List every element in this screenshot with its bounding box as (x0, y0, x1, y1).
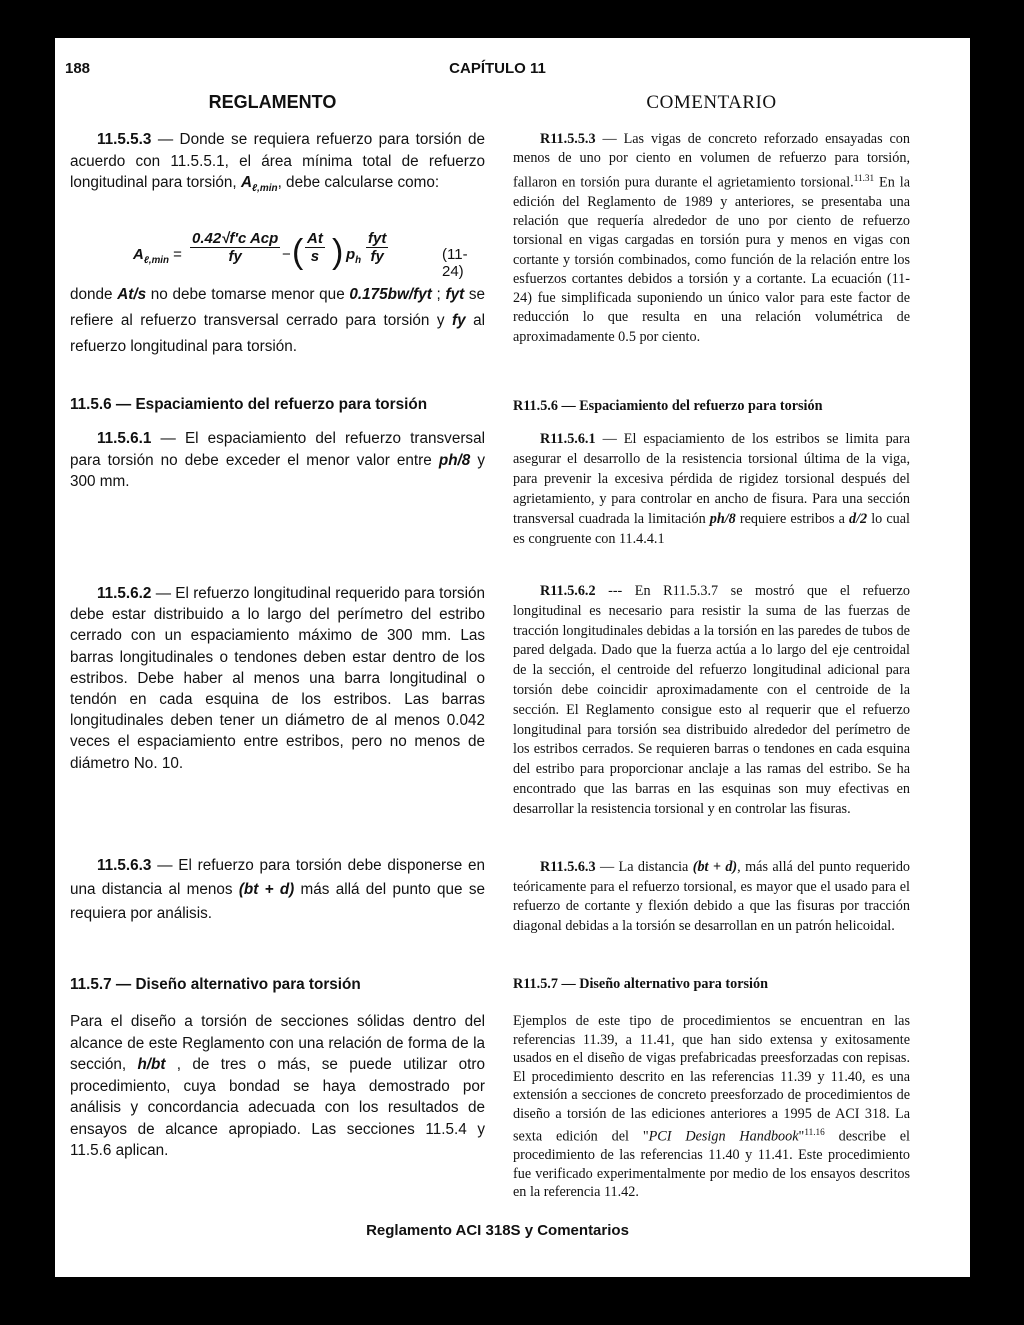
text-run: , de tres o más, se puede utilizar otro procedimiento, cuya bondad se haya demostrado por análisis y concordancia adecuada con los resultados de ensayos de alcance apropiado. Las secciones 11.5.4 y 11.5.6 aplican. (70, 1056, 485, 1159)
text-run: 11.5.5.3 (97, 131, 152, 148)
text-run: y 300 mm. (70, 451, 486, 490)
equation-11-24: $A_{\ell,min}$ = 0.42√f′c Acp fy − ( $\frac{At}{s}$ ) $p_h$ fyt fy (11-24) (70, 228, 485, 288)
section-11-5-5-3 (70, 129, 485, 200)
text-run: (bt + d) (238, 881, 295, 898)
text-run: — Las vigas de concreto reforzado ensayadas con menos de uno por ciento en volumen de refuerzo para torsión, fallaron en torsión pura durante el agrietamiento torsional. (513, 131, 910, 191)
text-run: , debe calcularse como: (277, 174, 440, 191)
page-number: 188 (65, 60, 91, 77)
commentary-r11-5-7 (513, 1012, 910, 1202)
text-run: lo cual es congruente con 11.4.4.1 (513, 511, 910, 547)
commentary-r11-5-6-2 (513, 582, 910, 820)
document-page (55, 38, 970, 1277)
page-footer: Reglamento ACI 318S y Comentarios (366, 1222, 629, 1239)
text-run: 11.5.6.2 (97, 585, 152, 602)
text-run: R11.5.6.2 (540, 583, 596, 599)
text-run: — El espaciamiento de los estribos se limita para asegurar el desarrollo de la resistencia torsional última de la viga, para prevenir la excesiva pérdida de rigidez torsional después del agrietamiento, y para controlar en ancho de fisura. Para una sección transversal cuadrada la limitación (513, 431, 910, 527)
text-run: 0.175bw/fyt (349, 286, 432, 303)
text-run: R11.5.5.3 (540, 131, 596, 147)
commentary-r11-5-5-3 (513, 130, 910, 347)
text-run: más allá del punto que se requiera por análisis. (70, 881, 485, 922)
text-run: − (282, 246, 291, 263)
text-run: describe el procedimiento de las referencias 11.40 y 11.41. Este procedimiento fue verificado experimentalmente por medio de los ensayos descritos en la referencia 11.42. (513, 1128, 910, 1201)
text-run: — La distancia (595, 859, 693, 875)
text-run: fy (370, 248, 384, 265)
commentary-r11-5-6-3 (513, 858, 910, 936)
text-run: — Donde se requiera refuerzo para torsión de acuerdo con 11.5.5.1, el área mínima total de refuerzo longitudinal para torsión, (70, 131, 485, 191)
commentary-r11-5-6-1 (513, 429, 910, 549)
section-11-5-6-3 (70, 854, 485, 926)
text-run: fy (228, 248, 242, 265)
text-run: fyt (368, 230, 387, 247)
section-11-5-6-2 (70, 583, 485, 774)
text-run: A (133, 246, 144, 263)
text-run: 11.5.6.1 (97, 430, 152, 447)
text-run: — El refuerzo para torsión debe disponerse en una distancia al menos (70, 857, 485, 898)
text-run: fy (452, 312, 466, 329)
paragraph-11-5-7 (70, 1011, 485, 1162)
text-run: s (310, 248, 320, 265)
text-run: no debe tomarse menor que (146, 286, 350, 303)
text-run: 11.31 (853, 172, 875, 183)
text-run: (bt + d) (692, 859, 738, 875)
text-run: h (355, 255, 362, 266)
text-run: — El espaciamiento del refuerzo transversal para torsión no debe exceder el menor valor entre (70, 430, 485, 469)
equation-number: (11-24) (442, 246, 468, 280)
donde-paragraph (70, 282, 485, 360)
heading-11-5-6: 11.5.6 — Espaciamiento del refuerzo para torsión (70, 396, 428, 413)
column-heading-comentario: COMENTARIO (646, 92, 777, 113)
text-run: donde (70, 286, 118, 303)
heading-r11-5-6: R11.5.6 — Espaciamiento del refuerzo para torsión (513, 398, 823, 414)
chapter-title: CAPÍTULO 11 (449, 60, 546, 77)
text-run: R11.5.6.3 (540, 859, 596, 875)
text-run: 0.42√f′c Acp (192, 230, 279, 247)
text-run: se refiere al refuerzo transversal cerrado para torsión y (70, 286, 486, 329)
text-run: ; (431, 286, 446, 303)
text-run: ℓ,min (252, 183, 278, 195)
text-run: , más allá del punto requerido teóricamente para el refuerzo torsional, es mayor que el usado para el refuerzo de cortante y flexión debido a que las fisuras por tracción diagonal debidas a la torsión se desarrollan en un patrón helicoidal. (513, 859, 911, 934)
text-run: --- En R11.5.3.7 se mostró que el refuerzo longitudinal es necesario para resistir la suma de las fuerzas de tracción longitudinales debidas a la torsión en las paredes de tubos de pared delgada. Dado que la fuerza actúa a lo largo del eje centroidal de la sección, el centroide del refuerzo longitudinal adicional para torsión debe coincidir aproximadamente con el centroide de la sección. El Reglamento consigue esto al requerir que el refuerzo longitudinal para torsión sea distribuido alrededor del perímetro de los estribos cerrados. Se requieren barras o tendones en cada esquina del estribo para proporcionar anclaje a las ramas del estribo. Se ha encontrado que las barras en las esquinas son muy efectivas en desarrollar la resistencia torsional y en controlar las fisuras. (513, 583, 910, 817)
text-run: — El refuerzo longitudinal requerido para torsión debe estar distribuido a lo largo del perímetro del estribo cerrado con un espaciamiento máximo de 300 mm. Las barras longitudinales o tendones deben estar dentro de los estribos. Debe haber al menos una barra longitudinal o tendón en cada esquina de los estribos. Las barras longitudinales deben tener un diámetro de al menos 0.042 veces el espaciamiento entre estribos, pero no menos de diámetro No. 10. (70, 585, 485, 772)
text-run: h/bt (137, 1056, 166, 1073)
text-run: 11.5.6.3 (97, 857, 152, 874)
text-run: A (240, 174, 252, 191)
heading-r11-5-7: R11.5.7 — Diseño alternativo para torsión (513, 976, 768, 992)
text-run: At (307, 230, 323, 247)
text-run: al refuerzo longitudinal para torsión. (70, 312, 485, 355)
text-run: ℓ,min (143, 255, 169, 266)
text-run: At/s (117, 286, 147, 303)
text-run: Para el diseño a torsión de secciones sólidas dentro del alcance de este Reglamento con una relación de forma de la sección, (70, 1013, 485, 1073)
heading-11-5-7: 11.5.7 — Diseño alternativo para torsión (70, 976, 361, 993)
column-heading-reglamento: REGLAMENTO (208, 92, 337, 112)
text-run: En la edición del Reglamento de 1989 y anteriores, se presentaba una relación que requería alrededor de uno por ciento de refuerzo torsional en vigas cargadas en torsión pura y menos en vigas con cortante y torsión combinados, como función de la relación entre los esfuerzos cortantes debidos a torsión y a cortante. La ecuación (11-24) fue simplificada suponiendo un único valor para este factor de reducción lo que resulta en una relación volumétrica de aproximadamente 0.5 por ciento. (513, 174, 910, 345)
text-run: d/2 (849, 511, 868, 527)
text-run: 11.16 (804, 1127, 825, 1137)
text-run: Ejemplos de este tipo de procedimientos se encuentran en las referencias 11.39, a 11.41, que han sido extensa y exitosamente usados en el diseño de vigas prefabricadas preesforzadas con repisas. El procedimiento descrito en las referencias 11.39 y 11.40, es una extensión a secciones de concreto preesforzado de procedimientos de diseño a torsión de las ediciones anteriores a 1995 de ACI 318. La sexta edición del " (513, 1013, 910, 1145)
section-11-5-6-1 (70, 428, 485, 493)
text-run: fyt (445, 286, 465, 303)
text-run: R11.5.6.1 (540, 431, 596, 447)
text-run: requiere estribos a (735, 511, 850, 527)
text-run: " (798, 1128, 805, 1145)
text-run: ph/8 (709, 511, 736, 527)
text-run: PCI Design Handbook (648, 1128, 799, 1145)
text-run: p (346, 246, 356, 263)
text-run: ph/8 (438, 451, 471, 469)
